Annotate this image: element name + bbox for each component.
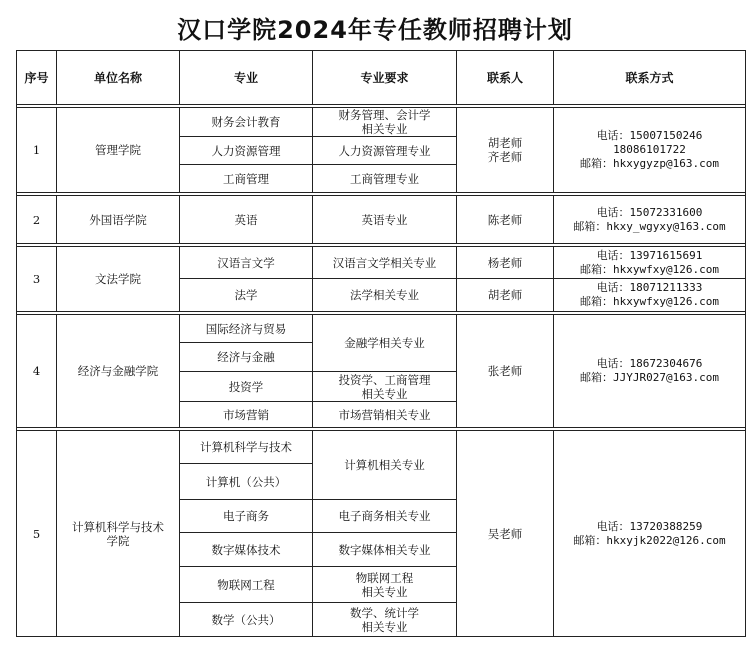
major-cell: 财务会计教育 (180, 108, 313, 137)
unit-name: 计算机科学与技术 学院 (57, 431, 180, 637)
requirement-cell: 汉语言文学相关专业 (313, 247, 457, 279)
table-row (17, 315, 746, 343)
unit-no: 4 (17, 315, 57, 428)
requirement-cell: 投资学、工商管理 相关专业 (313, 372, 457, 402)
header-unit: 单位名称 (57, 51, 180, 105)
requirement-cell: 工商管理专业 (313, 165, 457, 193)
header-contact-info: 联系方式 (554, 51, 746, 105)
contact-cell: 胡老师 (457, 279, 554, 312)
major-cell: 英语 (180, 196, 313, 244)
requirement-cell: 计算机相关专业 (313, 431, 457, 500)
unit-name: 外国语学院 (57, 196, 180, 244)
requirement-cell: 数字媒体相关专业 (313, 533, 457, 567)
unit-name: 经济与金融学院 (57, 315, 180, 428)
table-row (17, 108, 746, 137)
table-header-row (17, 51, 746, 105)
requirement-cell: 法学相关专业 (313, 279, 457, 312)
contact-cell: 陈老师 (457, 196, 554, 244)
unit-name: 管理学院 (57, 108, 180, 193)
unit-no: 3 (17, 247, 57, 312)
header-no: 序号 (17, 51, 57, 105)
contact-info-cell: 电话：18071211333 邮箱：hkxywfxy@126.com (554, 279, 746, 312)
major-cell: 物联网工程 (180, 567, 313, 603)
requirement-cell: 财务管理、会计学 相关专业 (313, 108, 457, 137)
requirement-cell: 英语专业 (313, 196, 457, 244)
major-cell: 市场营销 (180, 402, 313, 428)
table-row (17, 431, 746, 464)
contact-info-cell: 电话：15007150246 18086101722 邮箱：hkxygyzp@163.com (554, 108, 746, 193)
unit-name: 文法学院 (57, 247, 180, 312)
major-cell: 计算机（公共） (180, 464, 313, 500)
requirement-cell: 物联网工程 相关专业 (313, 567, 457, 603)
major-cell: 计算机科学与技术 (180, 431, 313, 464)
header-contact: 联系人 (457, 51, 554, 105)
major-cell: 经济与金融 (180, 343, 313, 372)
contact-info-cell: 电话：15072331600 邮箱：hkxy_wgyxy@163.com (554, 196, 746, 244)
major-cell: 人力资源管理 (180, 137, 313, 165)
contact-cell: 胡老师 齐老师 (457, 108, 554, 193)
requirement-cell: 电子商务相关专业 (313, 500, 457, 533)
header-major: 专业 (180, 51, 313, 105)
contact-cell: 杨老师 (457, 247, 554, 279)
page-title: 汉口学院2024年专任教师招聘计划 (177, 16, 573, 44)
unit-no: 1 (17, 108, 57, 193)
major-cell: 国际经济与贸易 (180, 315, 313, 343)
major-cell: 工商管理 (180, 165, 313, 193)
unit-no: 2 (17, 196, 57, 244)
table-row (17, 196, 746, 244)
major-cell: 投资学 (180, 372, 313, 402)
requirement-cell: 人力资源管理专业 (313, 137, 457, 165)
contact-info-cell: 电话：13720388259 邮箱：hkxyjk2022@126.com (554, 431, 746, 637)
recruitment-table (16, 50, 746, 637)
major-cell: 法学 (180, 279, 313, 312)
contact-info-cell: 电话：13971615691 邮箱：hkxywfxy@126.com (554, 247, 746, 279)
contact-info-cell: 电话：18672304676 邮箱：JJYJR027@163.com (554, 315, 746, 428)
table-row (17, 247, 746, 279)
contact-cell: 吴老师 (457, 431, 554, 637)
major-cell: 数学（公共） (180, 603, 313, 637)
unit-no: 5 (17, 431, 57, 637)
major-cell: 数字媒体技术 (180, 533, 313, 567)
requirement-cell: 数学、统计学 相关专业 (313, 603, 457, 637)
contact-cell: 张老师 (457, 315, 554, 428)
major-cell: 电子商务 (180, 500, 313, 533)
major-cell: 汉语言文学 (180, 247, 313, 279)
header-requirement: 专业要求 (313, 51, 457, 105)
requirement-cell: 金融学相关专业 (313, 315, 457, 372)
requirement-cell: 市场营销相关专业 (313, 402, 457, 428)
